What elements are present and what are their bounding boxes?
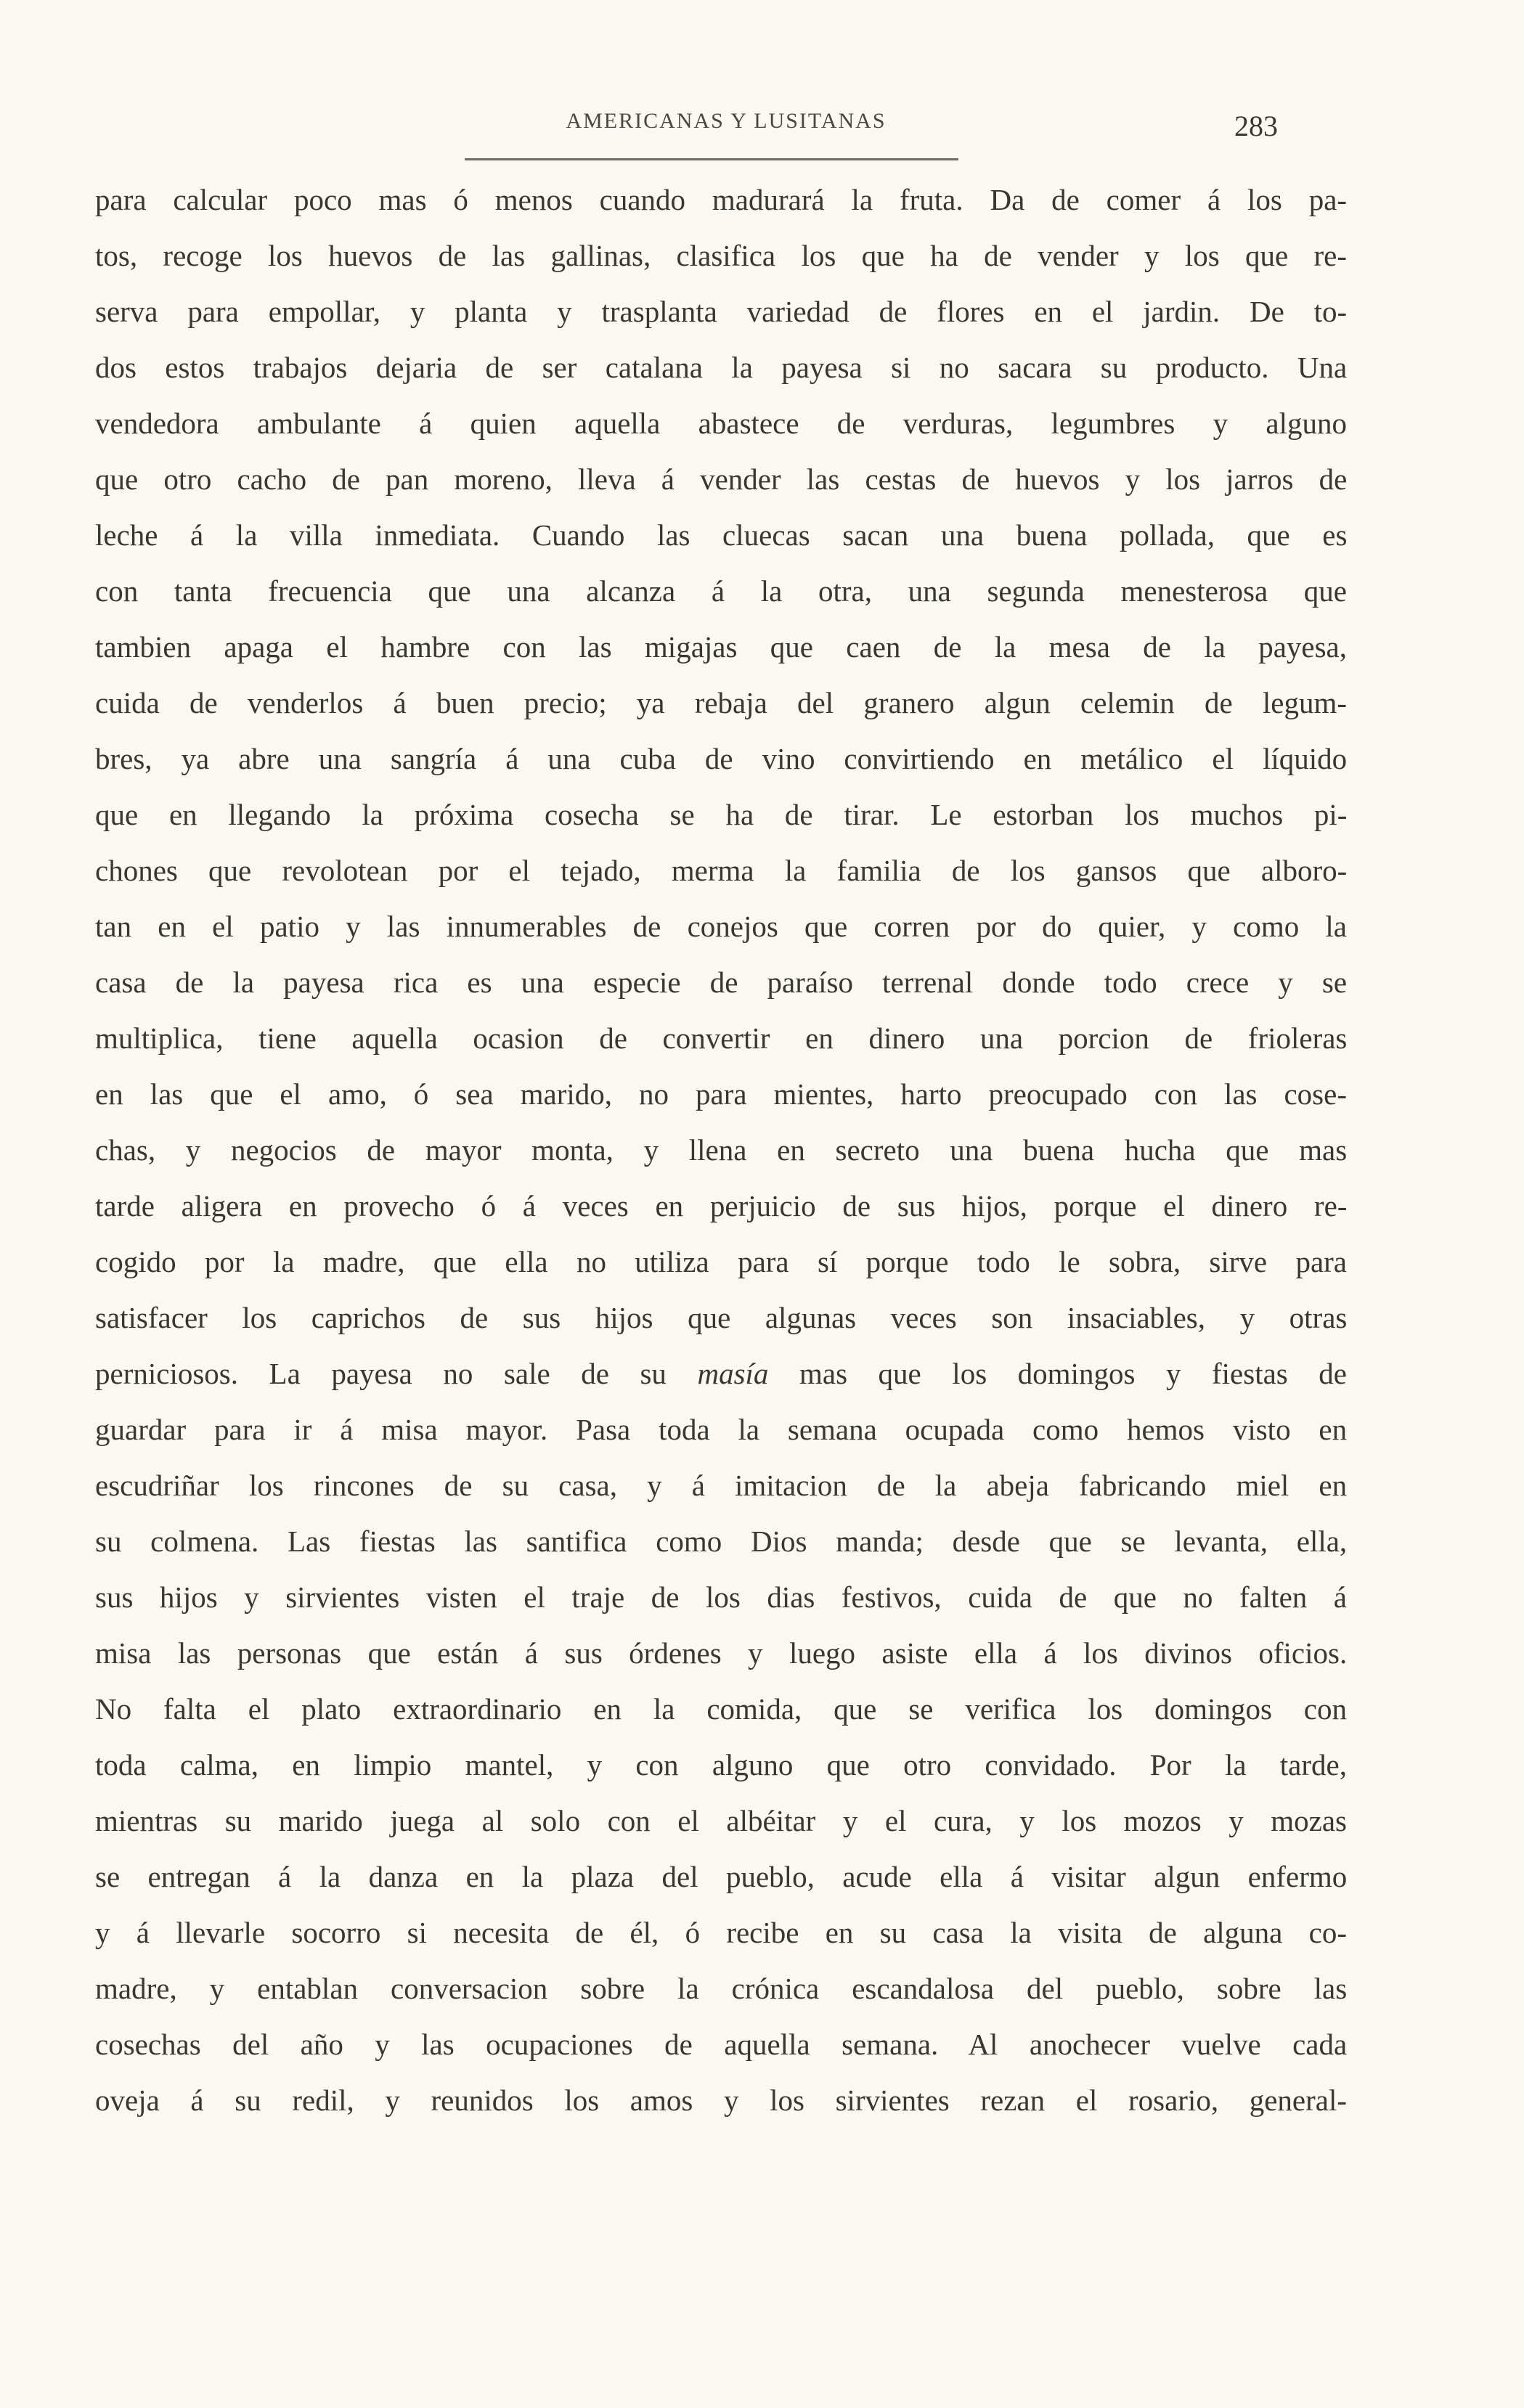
text-line: misa las personas que están á sus órdenes y luego asiste ella á los divinos oficios. — [95, 1636, 1348, 1670]
text-line: cogido por la madre, que ella no utiliza para sí porque todo le sobra, sirve para — [95, 1245, 1347, 1278]
text-line: y á llevarle socorro si necesita de él, ó recibe en su casa la visita de alguna co- — [95, 1916, 1347, 1949]
running-title: AMERICANAS Y LUSITANAS — [566, 109, 887, 133]
text-line: cosechas del año y las ocupaciones de aquella semana. Al anochecer vuelve cada — [95, 2028, 1348, 2061]
text-line: tos, recoge los huevos de las gallinas, clasifica los que ha de vender y los que re- — [95, 239, 1347, 272]
text-line: oveja á su redil, y reunidos los amos y los sirvientes rezan el rosario, general- — [95, 2083, 1347, 2117]
text-line: se entregan á la danza en la plaza del pueblo, acude ella á visitar algun enfermo — [95, 1860, 1348, 1893]
text-line: que en llegando la próxima cosecha se ha de tirar. Le estorban los muchos pi- — [95, 798, 1348, 831]
text-line: dos estos trabajos dejaria de ser catalana la payesa si no sacara su producto. Una — [95, 351, 1348, 384]
text-line: chas, y negocios de mayor monta, y llena en secreto una buena hucha que mas — [95, 1133, 1348, 1167]
text-line: casa de la payesa rica es una especie de paraíso terrenal donde todo crece y se — [95, 966, 1348, 999]
text-line: leche á la villa inmediata. Cuando las cluecas sacan una buena pollada, que es — [95, 518, 1348, 552]
text-line: multiplica, tiene aquella ocasion de convertir en dinero una porcion de frioleras — [95, 1021, 1348, 1055]
text-line: toda calma, en limpio mantel, y con alguno que otro convidado. Por la tarde, — [95, 1748, 1347, 1781]
page-number: 283 — [1234, 110, 1278, 142]
text-line: No falta el plato extraordinario en la comida, que se verifica los domingos con — [95, 1692, 1347, 1726]
italic-term: masía — [697, 1357, 769, 1390]
header-rule — [465, 158, 958, 160]
text-line: para calcular poco mas ó menos cuando madurará la fruta. Da de comer á los pa- — [95, 183, 1348, 216]
text-line: perniciosos. La payesa no sale de su masía mas que los domingos y fiestas de — [95, 1357, 1347, 1390]
text-line: escudriñar los rincones de su casa, y á imitacion de la abeja fabricando miel en — [95, 1469, 1348, 1502]
text-line: en las que el amo, ó sea marido, no para mientes, harto preocupado con las cose- — [95, 1077, 1347, 1111]
text-line: su colmena. Las fiestas las santifica como Dios manda; desde que se levanta, ella, — [95, 1525, 1348, 1558]
text-line: serva para empollar, y planta y trasplanta variedad de flores en el jardin. De to- — [95, 295, 1348, 328]
text-line: guardar para ir á misa mayor. Pasa toda la semana ocupada como hemos visto en — [95, 1413, 1348, 1446]
text-line: madre, y entablan conversacion sobre la crónica escandalosa del pueblo, sobre las — [95, 1972, 1348, 2005]
text-line: chones que revolotean por el tejado, merma la familia de los gansos que alboro- — [95, 854, 1348, 887]
text-line: cuida de venderlos á buen precio; ya rebaja del granero algun celemin de legum- — [95, 686, 1347, 719]
text-line: bres, ya abre una sangría á una cuba de vino convirtiendo en metálico el líquido — [95, 742, 1348, 775]
text-line: satisfacer los caprichos de sus hijos que algunas veces son insaciables, y otras — [95, 1301, 1348, 1334]
text-line: tarde aligera en provecho ó á veces en perjuicio de sus hijos, porque el dinero re- — [95, 1189, 1348, 1223]
text-line: mientras su marido juega al solo con el albéitar y el cura, y los mozos y mozas — [95, 1804, 1347, 1837]
text-line: tambien apaga el hambre con las migajas que caen de la mesa de la payesa, — [95, 630, 1347, 664]
text-line: que otro cacho de pan moreno, lleva á vender las cestas de huevos y los jarros de — [95, 462, 1348, 496]
text-line: tan en el patio y las innumerables de conejos que corren por do quier, y como la — [95, 910, 1347, 943]
body-paragraph — [95, 172, 1347, 2129]
text-line: vendedora ambulante á quien aquella abastece de verduras, legumbres y alguno — [95, 407, 1347, 440]
text-line: sus hijos y sirvientes visten el traje de los dias festivos, cuida de que no falten á — [95, 1580, 1347, 1614]
text-line: con tanta frecuencia que una alcanza á la otra, una segunda menesterosa que — [95, 574, 1348, 608]
